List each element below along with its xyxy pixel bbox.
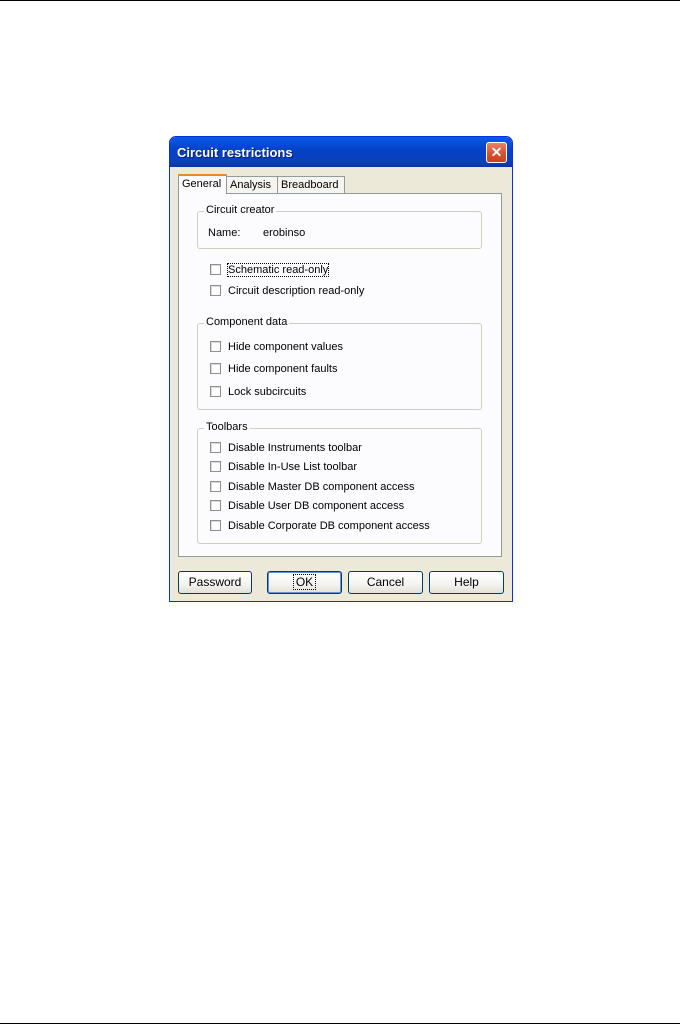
tab-analysis[interactable]: Analysis [226,176,278,193]
page-bottom-rule [0,1023,680,1024]
lock-subcircuits-checkbox[interactable] [210,386,306,400]
circuit-creator-group [197,204,482,249]
ok-button-label: OK [295,575,314,589]
hide-component-values-checkbox[interactable] [210,341,343,355]
checkbox-label: Lock subcircuits [228,386,307,398]
creator-name-label: Name: [208,227,241,239]
title-bar[interactable] [170,137,512,167]
dialog-title: Circuit restrictions [177,145,293,160]
component-data-group-label: Component data [206,316,288,328]
password-button[interactable]: Password [178,571,252,594]
checkbox-box[interactable] [210,500,221,511]
checkbox-label: Hide component values [228,341,343,353]
creator-name-value: erobinso [263,227,306,239]
ok-button[interactable] [267,571,342,594]
disable-instruments-checkbox[interactable] [210,442,362,456]
disable-master-db-checkbox[interactable] [210,481,414,495]
checkbox-label: Disable Master DB component access [228,481,415,493]
disable-corporate-db-checkbox[interactable] [210,520,430,534]
disable-user-db-checkbox[interactable] [210,500,404,514]
description-readonly-checkbox[interactable] [210,285,364,299]
checkbox-label: Disable Instruments toolbar [228,442,362,454]
checkbox-box[interactable] [210,461,221,472]
checkbox-box[interactable] [210,481,221,492]
checkbox-box[interactable] [210,264,221,275]
checkbox-box[interactable] [210,363,221,374]
checkbox-label: Disable Corporate DB component access [228,520,430,532]
checkbox-box[interactable] [210,285,221,296]
cancel-button[interactable]: Cancel [348,571,423,594]
checkbox-label: Disable In-Use List toolbar [228,461,358,473]
checkbox-label: Schematic read-only [228,264,329,276]
schematic-readonly-checkbox[interactable] [210,264,328,278]
hide-component-faults-checkbox[interactable] [210,363,337,377]
checkbox-box[interactable] [210,386,221,397]
circuit-creator-group-label: Circuit creator [206,204,275,216]
tab-breadboard[interactable]: Breadboard [277,176,345,193]
tab-general[interactable]: General [178,174,227,194]
checkbox-label: Disable User DB component access [228,500,405,512]
page-top-rule [0,0,680,1]
help-button[interactable]: Help [429,571,504,594]
close-icon[interactable]: ✕ [486,142,507,163]
disable-inuse-list-checkbox[interactable] [210,461,357,475]
checkbox-label: Hide component faults [228,363,338,375]
checkbox-box[interactable] [210,341,221,352]
checkbox-box[interactable] [210,442,221,453]
general-tab-panel [178,193,502,557]
checkbox-label: Circuit description read-only [228,285,365,297]
circuit-restrictions-dialog [169,136,513,602]
checkbox-box[interactable] [210,520,221,531]
toolbars-group-label: Toolbars [206,421,248,433]
